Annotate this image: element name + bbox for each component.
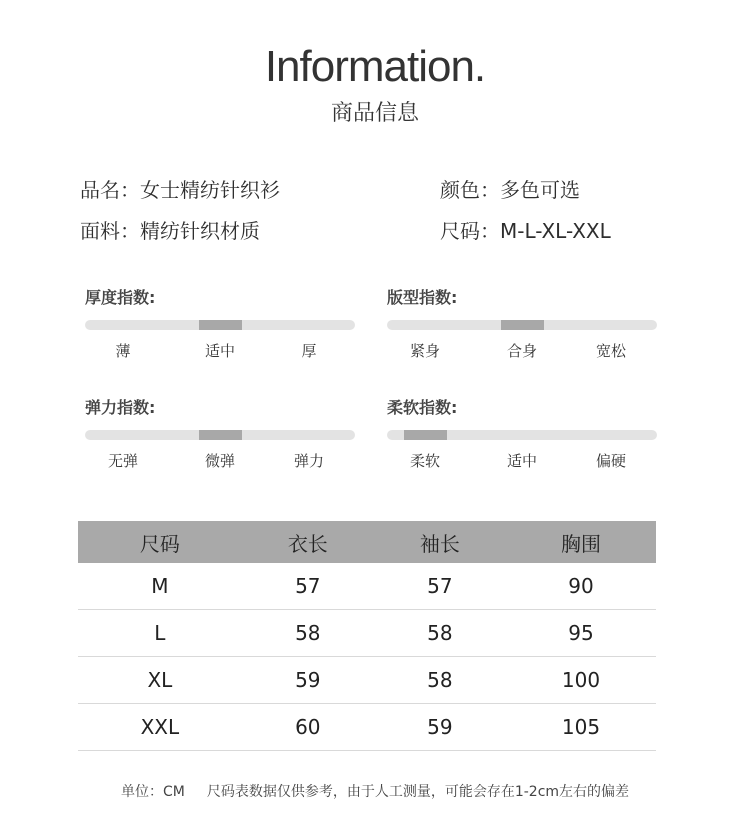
thickness-index-title: 厚度指数: [85, 288, 156, 307]
fit-index-title: 版型指数: [387, 288, 458, 307]
softness-tick-label: 适中 [506, 452, 537, 470]
stretch-index-track [85, 430, 355, 440]
cell-chest: 95 [506, 610, 656, 657]
cell-chest: 100 [506, 657, 656, 704]
header-length: 衣长 [242, 521, 374, 563]
product-color-label: 颜色： [440, 178, 500, 202]
fit-index-track [387, 320, 657, 330]
size-table-header [78, 521, 656, 563]
thickness-tick-label: 适中 [204, 342, 235, 360]
cell-size: L [78, 610, 242, 657]
page-subtitle: 商品信息 [330, 101, 419, 126]
cell-size: XXL [78, 704, 242, 751]
note-text: 尺码表数据仅供参考，由于人工测量，可能会存在1-2cm左右的偏差 [206, 784, 630, 800]
product-size-row [440, 215, 611, 244]
cell-size: XL [78, 657, 242, 704]
stretch-index-marker [199, 430, 242, 440]
cell-length: 58 [242, 610, 374, 657]
stretch-index-title: 弹力指数: [85, 398, 156, 417]
cell-length: 59 [242, 657, 374, 704]
table-row [78, 563, 656, 610]
stretch-tick-label: 无弹 [107, 452, 138, 470]
thickness-index-marker [199, 320, 242, 330]
product-fabric-value: 精纺针织材质 [140, 219, 260, 243]
product-size-value: M-L-XL-XXL [500, 219, 611, 243]
product-name-label: 品名： [80, 178, 140, 202]
unit-label: 单位：CM [120, 784, 185, 800]
product-name-value: 女士精纺针织衫 [140, 178, 280, 202]
product-fabric-row [80, 215, 260, 244]
measurement-note [0, 781, 750, 801]
header-size: 尺码 [78, 521, 242, 563]
cell-sleeve: 58 [374, 657, 506, 704]
cell-size: M [78, 563, 242, 610]
product-fabric-label: 面料： [80, 219, 140, 243]
product-color-row [440, 174, 580, 203]
header-chest: 胸围 [506, 521, 656, 563]
softness-tick-label: 柔软 [409, 452, 440, 470]
stretch-tick-label: 弹力 [293, 452, 324, 470]
cell-sleeve: 59 [374, 704, 506, 751]
fit-index-marker [501, 320, 544, 330]
table-row [78, 704, 656, 751]
page-title: Information. [264, 42, 486, 91]
cell-length: 57 [242, 563, 374, 610]
table-row [78, 657, 656, 704]
cell-length: 60 [242, 704, 374, 751]
product-name-row [80, 174, 280, 203]
fit-tick-label: 合身 [506, 342, 537, 360]
header-sleeve: 袖长 [374, 521, 506, 563]
thickness-tick-label: 薄 [115, 342, 131, 360]
softness-index-title: 柔软指数: [387, 398, 458, 417]
size-table [78, 521, 656, 751]
cell-sleeve: 58 [374, 610, 506, 657]
table-row [78, 610, 656, 657]
softness-index-marker [404, 430, 447, 440]
thickness-index-track [85, 320, 355, 330]
cell-sleeve: 57 [374, 563, 506, 610]
product-size-label: 尺码： [440, 219, 500, 243]
thickness-tick-label: 厚 [301, 342, 317, 360]
cell-chest: 105 [506, 704, 656, 751]
softness-tick-label: 偏硬 [595, 452, 626, 470]
cell-chest: 90 [506, 563, 656, 610]
softness-index-track [387, 430, 657, 440]
fit-tick-label: 紧身 [409, 342, 440, 360]
fit-tick-label: 宽松 [595, 342, 626, 360]
stretch-tick-label: 微弹 [204, 452, 235, 470]
product-color-value: 多色可选 [500, 178, 580, 202]
